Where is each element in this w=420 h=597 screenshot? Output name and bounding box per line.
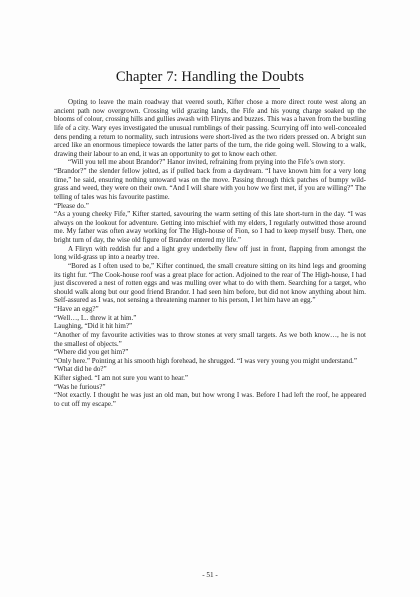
paragraph: “Brandor?” the slender fellow jolted, as if pulled back from a daydream. “I have known him for a very long time,” he said, ensuring nothing untoward was on the move. Passing through thick patches of bumpy wild-grass and weed, they were on their own. “And I will share with you how we first met, if you are willing?” The telling of tales was his favourite pastime.: [54, 167, 366, 201]
page-number: - 51 -: [202, 571, 218, 579]
body-text: [54, 98, 366, 409]
chapter-title: Chapter 7: Handling the Doubts: [115, 69, 305, 85]
paragraph: “Bored as I often used to be,” Kifter continued, the small creature sitting on its hind legs and grooming its tight fur. “The Cook-house roof was a great place for action. Adjoined to the rear of The High-house, I had just discovered a nest of rotten eggs and was mulling over what to do with them. Searching for a target, who should walk along but our good friend Brandor. I had seen him before, but did not know anything about him. Self-assured as I was, not sensing a threatening manner to his person, I let him have an egg.”: [54, 261, 366, 305]
title-underline: [140, 88, 280, 89]
paragraph: “Another of my favourite activities was to throw stones at very small targets. As we both know…, he is not the smallest of objects.”: [54, 330, 366, 348]
paragraph: “Have an egg?”: [54, 305, 99, 313]
paragraph: “Well…, I... threw it at him.”: [54, 313, 137, 322]
paragraph: “Was he furious?”: [54, 382, 106, 391]
paragraph: Opting to leave the main roadway that veered south, Kifter chose a more direct route west along an ancient path now overgrown. Crossing wild grazing lands, the Fife and his young charge soaked up the blooms of colour, crossing hills and gullies awash with Fliryns and buzzes. This was a haven from the bustling life of a city. Wary eyes investigated the unusual rumblings of their passing. Scurrying off into well-concealed dens pending a return to normality, such intrusions were short-lived as the two riders pressed on. A bright sun arced like an enormous timepiece towards the latter parts of the turn, the ride going well. Slowing to a walk, drawing their labour to an end, it was an opportunity to get to know each other.: [54, 98, 366, 158]
paragraph: “What did he do?”: [54, 365, 107, 374]
paragraph: Laughing, “Did it hit him?”: [54, 322, 133, 331]
paragraph: “Only here.” Pointing at his smooth high forehead, he shrugged. “I was very young you might understand.”: [54, 356, 357, 365]
paragraph: “Please do.”: [54, 201, 89, 210]
paragraph: “Not exactly. I thought he was just an old man, but how wrong I was. Before I had left the roof, he appeared to cut off my escape.”: [54, 391, 366, 408]
paragraph: “As a young cheeky Fife,” Kifter started, savouring the warm setting of this late short-turn in the day. “I was always on the lookout for adventure. Getting into mischief with my elders, I regularly outwitted those around me. My father was often away working for The High-house of Fion, so I had to keep myself busy. Then, one bright turn of day, the wise old figure of Brandor entered my life.”: [54, 210, 366, 244]
paragraph: “Will you tell me about Brandor?” Hanor invited, refraining from prying into the Fife’s own story.: [68, 158, 345, 167]
paragraph: A Fliryn with reddish fur and a light grey underbelly flew off just in front, flapping from amongst the long wild-grass up into a nearby tree.: [54, 244, 366, 262]
paragraph: Kifter sighed. “I am not sure you want to hear.”: [54, 374, 189, 382]
paragraph: “Where did you get him?”: [54, 348, 129, 357]
